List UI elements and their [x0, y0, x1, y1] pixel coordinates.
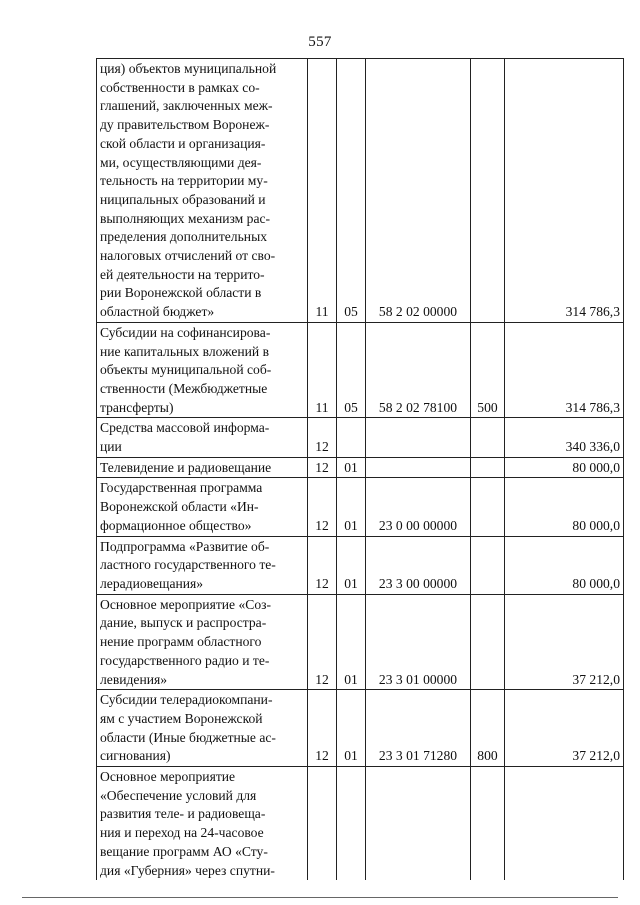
table-row	[97, 594, 624, 690]
name-line: ции	[100, 439, 122, 455]
name-line: левидения»	[100, 671, 168, 687]
cell-csr: 23 3 00 00000	[366, 536, 471, 594]
name-line: развития теле- и радиовеща-	[100, 806, 266, 822]
name-line: трансферты)	[100, 399, 174, 415]
name-line: Субсидии на софинансирова-	[100, 324, 271, 340]
name-line: ственности (Межбюджетные	[100, 380, 268, 396]
cell-vr: 500	[471, 322, 505, 418]
cell-csr: 23 0 00 00000	[366, 478, 471, 536]
cell-rz: 12	[308, 418, 337, 457]
name-line: Субсидии телерадиокомпани-	[100, 692, 273, 708]
cell-csr: 23 3 01 00000	[366, 594, 471, 690]
name-line: лерадиовещания»	[100, 575, 204, 591]
name-line: ниципальных образований и	[100, 191, 266, 207]
name-line: области (Иные бюджетные ас-	[100, 729, 276, 745]
name-line: ской области и организация-	[100, 135, 266, 151]
cell-rz: 12	[308, 594, 337, 690]
cell-vr	[471, 478, 505, 536]
name-line: выполняющих механизм рас-	[100, 210, 271, 226]
cell-sum: 80 000,0	[505, 478, 624, 536]
cell-pr: 01	[337, 478, 366, 536]
name-line: государственного радио и те-	[100, 652, 270, 668]
cell-rz: 11	[308, 322, 337, 418]
name-line: налоговых отчислений от сво-	[100, 248, 276, 264]
name-line: ям с участием Воронежской	[100, 710, 263, 726]
cell-sum: 37 212,0	[505, 690, 624, 767]
cell-pr: 01	[337, 690, 366, 767]
name-line: глашений, заключенных меж-	[100, 98, 273, 114]
cell-pr: 05	[337, 59, 366, 323]
cell-vr	[471, 59, 505, 323]
cell-rz: 12	[308, 457, 337, 478]
row-name-cell	[97, 536, 308, 594]
name-line: пределения дополнительных	[100, 229, 267, 245]
name-line: нение программ областного	[100, 634, 262, 650]
name-line: Государственная программа	[100, 480, 263, 496]
cell-pr	[337, 418, 366, 457]
table-row	[97, 418, 624, 457]
cell-rz	[308, 767, 337, 881]
cell-rz: 12	[308, 536, 337, 594]
cell-csr	[366, 418, 471, 457]
name-line: ния и переход на 24-часовое	[100, 825, 264, 841]
page-number: 557	[308, 34, 332, 50]
cell-pr: 05	[337, 322, 366, 418]
name-line: «Обеспечение условий для	[100, 787, 257, 803]
cell-sum: 314 786,3	[505, 322, 624, 418]
cell-rz: 12	[308, 478, 337, 536]
cell-sum: 80 000,0	[505, 457, 624, 478]
name-line: сигнования)	[100, 748, 171, 764]
cell-rz: 12	[308, 690, 337, 767]
row-name-cell	[97, 690, 308, 767]
name-line: вещание программ АО «Сту-	[100, 843, 268, 859]
table-row	[97, 457, 624, 478]
cell-csr	[366, 767, 471, 881]
table-row	[97, 322, 624, 418]
cell-csr: 23 3 01 71280	[366, 690, 471, 767]
cell-pr: 01	[337, 457, 366, 478]
cell-sum: 314 786,3	[505, 59, 624, 323]
cell-csr: 58 2 02 00000	[366, 59, 471, 323]
name-line: собственности в рамках со-	[100, 79, 260, 95]
row-name-cell	[97, 59, 308, 323]
cell-vr	[471, 418, 505, 457]
name-line: ние капитальных вложений в	[100, 343, 269, 359]
row-name-cell	[97, 478, 308, 536]
cell-rz: 11	[308, 59, 337, 323]
name-line: Подпрограмма «Развитие об-	[100, 538, 270, 554]
cell-vr	[471, 536, 505, 594]
name-line: ей деятельности на террито-	[100, 266, 265, 282]
cell-pr	[337, 767, 366, 881]
cell-vr: 800	[471, 690, 505, 767]
cell-csr: 58 2 02 78100	[366, 322, 471, 418]
cell-pr: 01	[337, 536, 366, 594]
table-row	[97, 767, 624, 881]
bottom-rule	[22, 897, 618, 898]
cell-pr: 01	[337, 594, 366, 690]
cell-vr	[471, 594, 505, 690]
row-name-cell	[97, 457, 308, 478]
name-line: ластного государственного те-	[100, 557, 276, 573]
cell-sum: 340 336,0	[505, 418, 624, 457]
table-row	[97, 690, 624, 767]
name-line: дание, выпуск и распростра-	[100, 615, 267, 631]
table-row	[97, 59, 624, 323]
name-line: дия «Губерния» через спутни-	[100, 862, 275, 878]
name-line: рии Воронежской области в	[100, 285, 262, 301]
row-name-cell	[97, 594, 308, 690]
name-line: тельность на территории му-	[100, 173, 268, 189]
name-line: Основное мероприятие «Соз-	[100, 596, 272, 612]
name-line: Средства массовой информа-	[100, 420, 270, 436]
name-line: объекты муниципальной соб-	[100, 362, 272, 378]
cell-sum: 37 212,0	[505, 594, 624, 690]
name-line: Телевидение и радиовещание	[100, 459, 272, 475]
name-line: Основное мероприятие	[100, 769, 236, 785]
cell-vr	[471, 457, 505, 478]
budget-table-body	[97, 59, 624, 881]
name-line: ми, осуществляющими дея-	[100, 154, 262, 170]
row-name-cell	[97, 418, 308, 457]
cell-vr	[471, 767, 505, 881]
name-line: областной бюджет»	[100, 304, 215, 320]
row-name-cell	[97, 767, 308, 881]
name-line: формационное общество»	[100, 517, 252, 533]
name-line: Воронежской области «Ин-	[100, 499, 259, 515]
name-line: ду правительством Воронеж-	[100, 117, 270, 133]
cell-csr	[366, 457, 471, 478]
budget-table	[96, 58, 624, 880]
row-name-cell	[97, 322, 308, 418]
name-line: ция) объектов муниципальной	[100, 61, 277, 76]
table-row	[97, 536, 624, 594]
table-row	[97, 478, 624, 536]
cell-sum	[505, 767, 624, 881]
cell-sum: 80 000,0	[505, 536, 624, 594]
